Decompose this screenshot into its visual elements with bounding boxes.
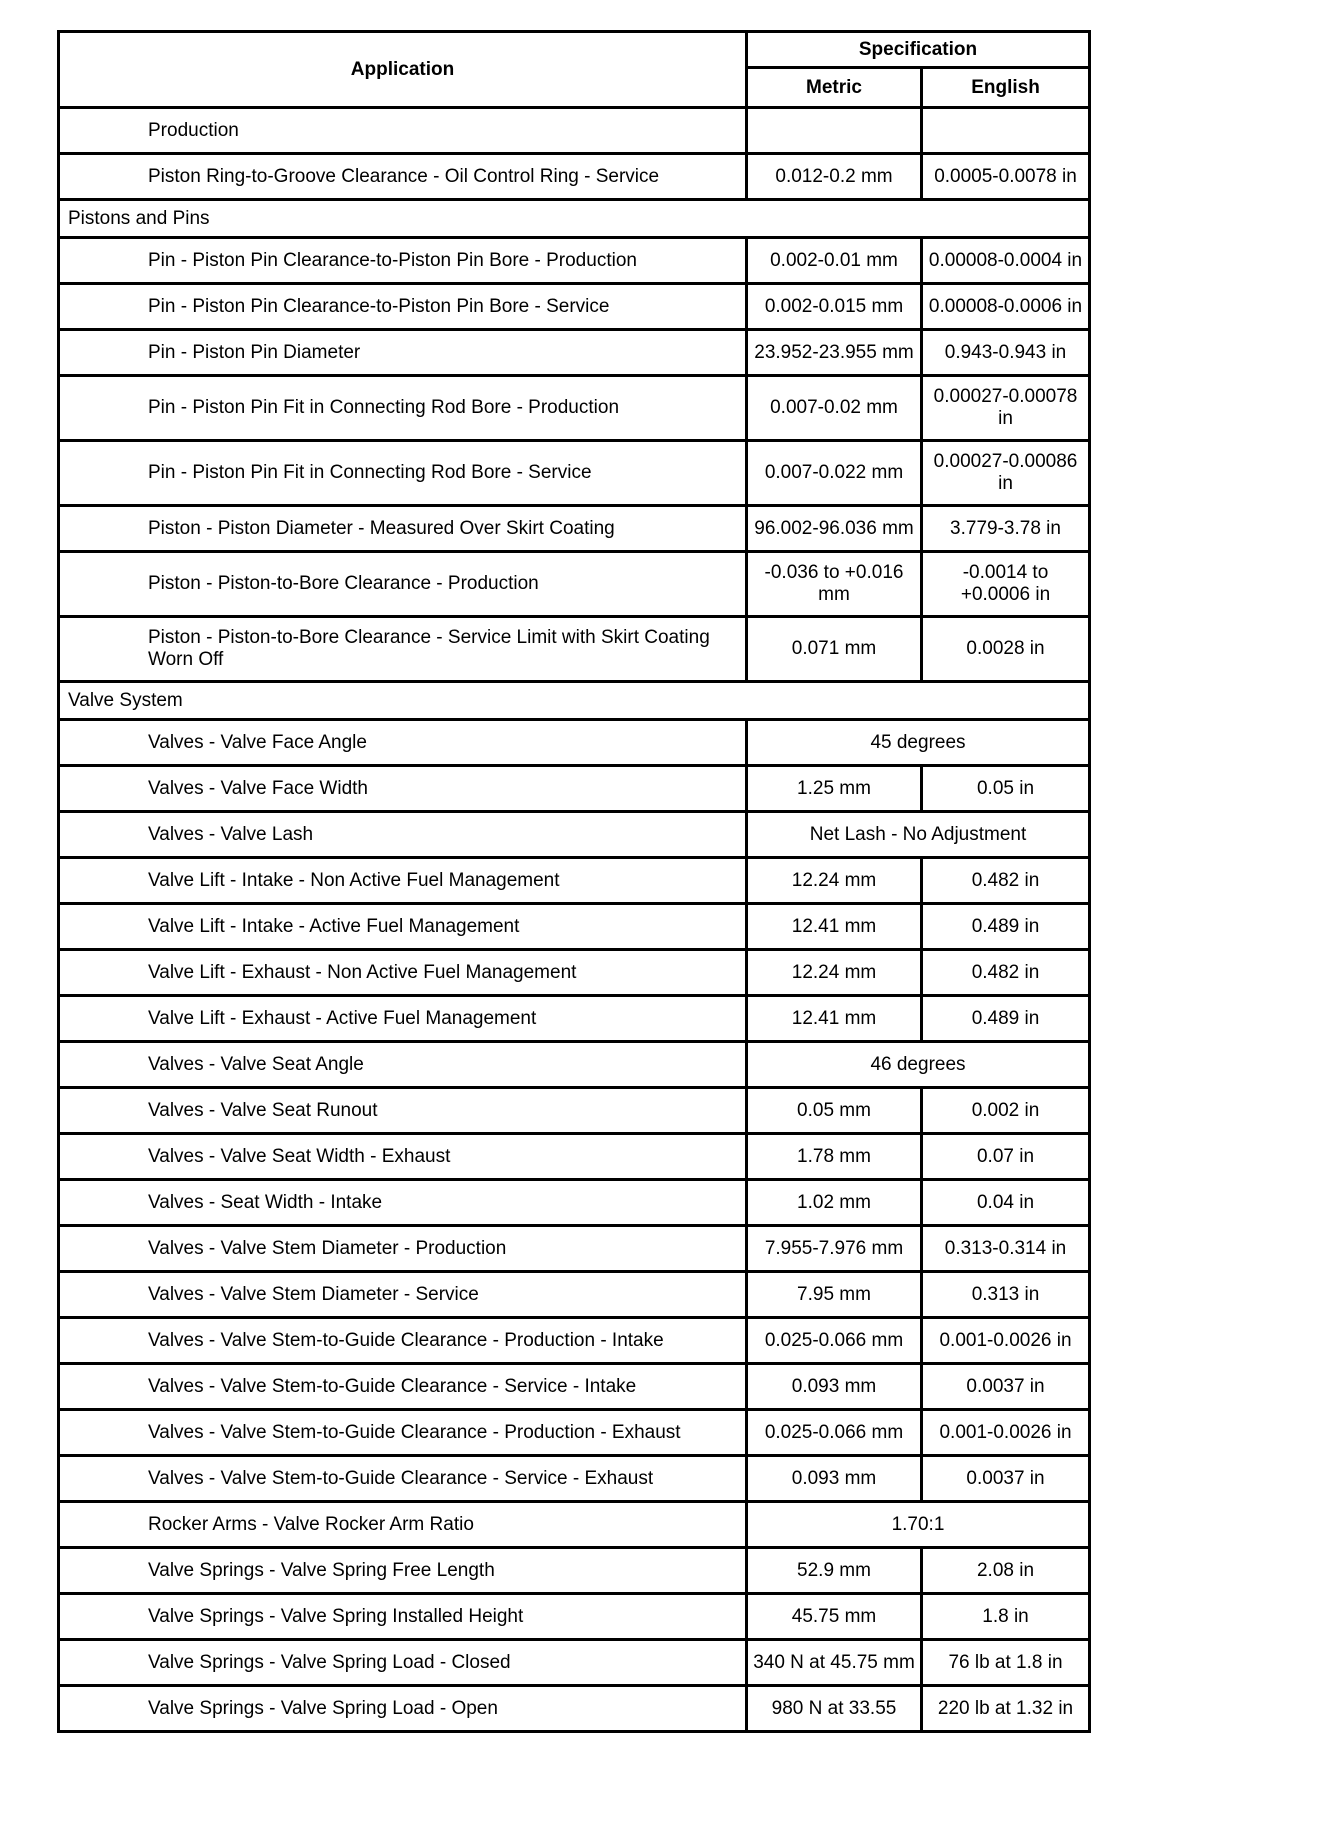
metric-cell: 12.41 mm: [747, 996, 922, 1042]
application-cell: Pin - Piston Pin Clearance-to-Piston Pin Bore - Service: [59, 284, 747, 330]
combined-spec-cell: 1.70:1: [747, 1502, 1090, 1548]
metric-cell: 7.955-7.976 mm: [747, 1226, 922, 1272]
application-cell: Production: [59, 108, 747, 154]
section-label: Valve System: [59, 682, 1090, 720]
specification-header: Specification: [747, 32, 1090, 68]
table-row: [59, 1594, 1090, 1640]
header-row-top: [59, 32, 1090, 68]
metric-cell: 1.78 mm: [747, 1134, 922, 1180]
application-cell: Valves - Valve Stem-to-Guide Clearance - Production - Intake: [59, 1318, 747, 1364]
application-cell: Pin - Piston Pin Fit in Connecting Rod Bore - Service: [59, 441, 747, 506]
application-cell: Valve Springs - Valve Spring Installed Height: [59, 1594, 747, 1640]
english-cell: 0.00027-0.00086 in: [922, 441, 1090, 506]
english-cell: 1.8 in: [922, 1594, 1090, 1640]
metric-cell: 52.9 mm: [747, 1548, 922, 1594]
table-row: [59, 1180, 1090, 1226]
metric-cell: 1.25 mm: [747, 766, 922, 812]
metric-cell: 45.75 mm: [747, 1594, 922, 1640]
english-cell: 0.0028 in: [922, 617, 1090, 682]
application-cell: Valves - Valve Stem-to-Guide Clearance - Service - Intake: [59, 1364, 747, 1410]
metric-cell: 96.002-96.036 mm: [747, 506, 922, 552]
english-cell: 0.04 in: [922, 1180, 1090, 1226]
english-cell: 3.779-3.78 in: [922, 506, 1090, 552]
table-row: [59, 996, 1090, 1042]
section-row: [59, 200, 1090, 238]
spec-table: [57, 30, 1091, 1733]
combined-spec-cell: 46 degrees: [747, 1042, 1090, 1088]
english-cell: 0.00027-0.00078 in: [922, 376, 1090, 441]
section-label: Pistons and Pins: [59, 200, 1090, 238]
english-cell: 0.0005-0.0078 in: [922, 154, 1090, 200]
metric-cell: 0.025-0.066 mm: [747, 1318, 922, 1364]
metric-cell: 0.025-0.066 mm: [747, 1410, 922, 1456]
table-row: [59, 1364, 1090, 1410]
metric-cell: 12.41 mm: [747, 904, 922, 950]
english-cell: 0.001-0.0026 in: [922, 1318, 1090, 1364]
table-row: [59, 154, 1090, 200]
section-row: [59, 682, 1090, 720]
english-header: English: [922, 68, 1090, 108]
table-row: [59, 1088, 1090, 1134]
table-row: [59, 376, 1090, 441]
table-row: [59, 1640, 1090, 1686]
english-cell: 0.00008-0.0004 in: [922, 238, 1090, 284]
table-row: [59, 1272, 1090, 1318]
application-cell: Valves - Valve Stem Diameter - Service: [59, 1272, 747, 1318]
metric-cell: 12.24 mm: [747, 858, 922, 904]
application-cell: Piston - Piston-to-Bore Clearance - Production: [59, 552, 747, 617]
table-row: [59, 1456, 1090, 1502]
english-cell: 76 lb at 1.8 in: [922, 1640, 1090, 1686]
english-cell: 0.313 in: [922, 1272, 1090, 1318]
application-cell: Pin - Piston Pin Fit in Connecting Rod Bore - Production: [59, 376, 747, 441]
table-row: [59, 552, 1090, 617]
english-cell: 0.00008-0.0006 in: [922, 284, 1090, 330]
application-cell: Valves - Valve Seat Runout: [59, 1088, 747, 1134]
english-cell: 0.489 in: [922, 996, 1090, 1042]
table-row: [59, 1686, 1090, 1732]
metric-cell: 980 N at 33.55: [747, 1686, 922, 1732]
english-cell: 220 lb at 1.32 in: [922, 1686, 1090, 1732]
spec-table-header: [59, 32, 1090, 108]
table-row: [59, 108, 1090, 154]
application-cell: Valves - Valve Stem-to-Guide Clearance - Production - Exhaust: [59, 1410, 747, 1456]
metric-cell: 0.093 mm: [747, 1364, 922, 1410]
metric-cell: 340 N at 45.75 mm: [747, 1640, 922, 1686]
metric-cell: 0.007-0.022 mm: [747, 441, 922, 506]
english-cell: 0.489 in: [922, 904, 1090, 950]
application-header: Application: [59, 32, 747, 108]
table-row: [59, 441, 1090, 506]
table-row: [59, 950, 1090, 996]
metric-cell: 23.952-23.955 mm: [747, 330, 922, 376]
metric-cell: 1.02 mm: [747, 1180, 922, 1226]
english-cell: 0.001-0.0026 in: [922, 1410, 1090, 1456]
english-cell: 0.07 in: [922, 1134, 1090, 1180]
table-row: [59, 1134, 1090, 1180]
english-cell: 0.482 in: [922, 950, 1090, 996]
application-cell: Valves - Valve Stem-to-Guide Clearance - Service - Exhaust: [59, 1456, 747, 1502]
table-row: [59, 720, 1090, 766]
table-row: [59, 1548, 1090, 1594]
table-row: [59, 617, 1090, 682]
application-cell: Valve Lift - Exhaust - Active Fuel Management: [59, 996, 747, 1042]
application-cell: Valves - Valve Face Angle: [59, 720, 747, 766]
application-cell: Valve Lift - Intake - Non Active Fuel Management: [59, 858, 747, 904]
table-row: [59, 1502, 1090, 1548]
metric-cell: 0.093 mm: [747, 1456, 922, 1502]
application-cell: Piston - Piston-to-Bore Clearance - Service Limit with Skirt Coating Worn Off: [59, 617, 747, 682]
table-row: [59, 284, 1090, 330]
application-cell: Valves - Valve Seat Angle: [59, 1042, 747, 1088]
application-cell: Valve Lift - Exhaust - Non Active Fuel Management: [59, 950, 747, 996]
application-cell: Rocker Arms - Valve Rocker Arm Ratio: [59, 1502, 747, 1548]
metric-header: Metric: [747, 68, 922, 108]
table-row: [59, 1226, 1090, 1272]
english-cell: 0.313-0.314 in: [922, 1226, 1090, 1272]
application-cell: Valves - Valve Seat Width - Exhaust: [59, 1134, 747, 1180]
metric-cell: 0.007-0.02 mm: [747, 376, 922, 441]
application-cell: Valves - Valve Face Width: [59, 766, 747, 812]
english-cell: [922, 108, 1090, 154]
english-cell: -0.0014 to +0.0006 in: [922, 552, 1090, 617]
application-cell: Pin - Piston Pin Clearance-to-Piston Pin Bore - Production: [59, 238, 747, 284]
metric-cell: 0.05 mm: [747, 1088, 922, 1134]
english-cell: 2.08 in: [922, 1548, 1090, 1594]
spec-table-body: [59, 108, 1090, 1732]
metric-cell: 0.012-0.2 mm: [747, 154, 922, 200]
english-cell: 0.482 in: [922, 858, 1090, 904]
application-cell: Piston Ring-to-Groove Clearance - Oil Control Ring - Service: [59, 154, 747, 200]
table-row: [59, 904, 1090, 950]
english-cell: 0.0037 in: [922, 1364, 1090, 1410]
table-row: [59, 858, 1090, 904]
combined-spec-cell: Net Lash - No Adjustment: [747, 812, 1090, 858]
application-cell: Valve Springs - Valve Spring Load - Open: [59, 1686, 747, 1732]
table-row: [59, 1410, 1090, 1456]
english-cell: 0.0037 in: [922, 1456, 1090, 1502]
application-cell: Pin - Piston Pin Diameter: [59, 330, 747, 376]
metric-cell: 7.95 mm: [747, 1272, 922, 1318]
english-cell: 0.943-0.943 in: [922, 330, 1090, 376]
metric-cell: 12.24 mm: [747, 950, 922, 996]
combined-spec-cell: 45 degrees: [747, 720, 1090, 766]
application-cell: Valves - Valve Lash: [59, 812, 747, 858]
application-cell: Piston - Piston Diameter - Measured Over Skirt Coating: [59, 506, 747, 552]
table-row: [59, 812, 1090, 858]
application-cell: Valve Lift - Intake - Active Fuel Management: [59, 904, 747, 950]
application-cell: Valve Springs - Valve Spring Load - Closed: [59, 1640, 747, 1686]
application-cell: Valves - Seat Width - Intake: [59, 1180, 747, 1226]
table-row: [59, 766, 1090, 812]
table-row: [59, 1042, 1090, 1088]
application-cell: Valve Springs - Valve Spring Free Length: [59, 1548, 747, 1594]
table-row: [59, 1318, 1090, 1364]
metric-cell: [747, 108, 922, 154]
english-cell: 0.002 in: [922, 1088, 1090, 1134]
metric-cell: 0.071 mm: [747, 617, 922, 682]
table-row: [59, 506, 1090, 552]
application-cell: Valves - Valve Stem Diameter - Production: [59, 1226, 747, 1272]
metric-cell: 0.002-0.01 mm: [747, 238, 922, 284]
table-row: [59, 330, 1090, 376]
metric-cell: -0.036 to +0.016 mm: [747, 552, 922, 617]
table-row: [59, 238, 1090, 284]
metric-cell: 0.002-0.015 mm: [747, 284, 922, 330]
english-cell: 0.05 in: [922, 766, 1090, 812]
